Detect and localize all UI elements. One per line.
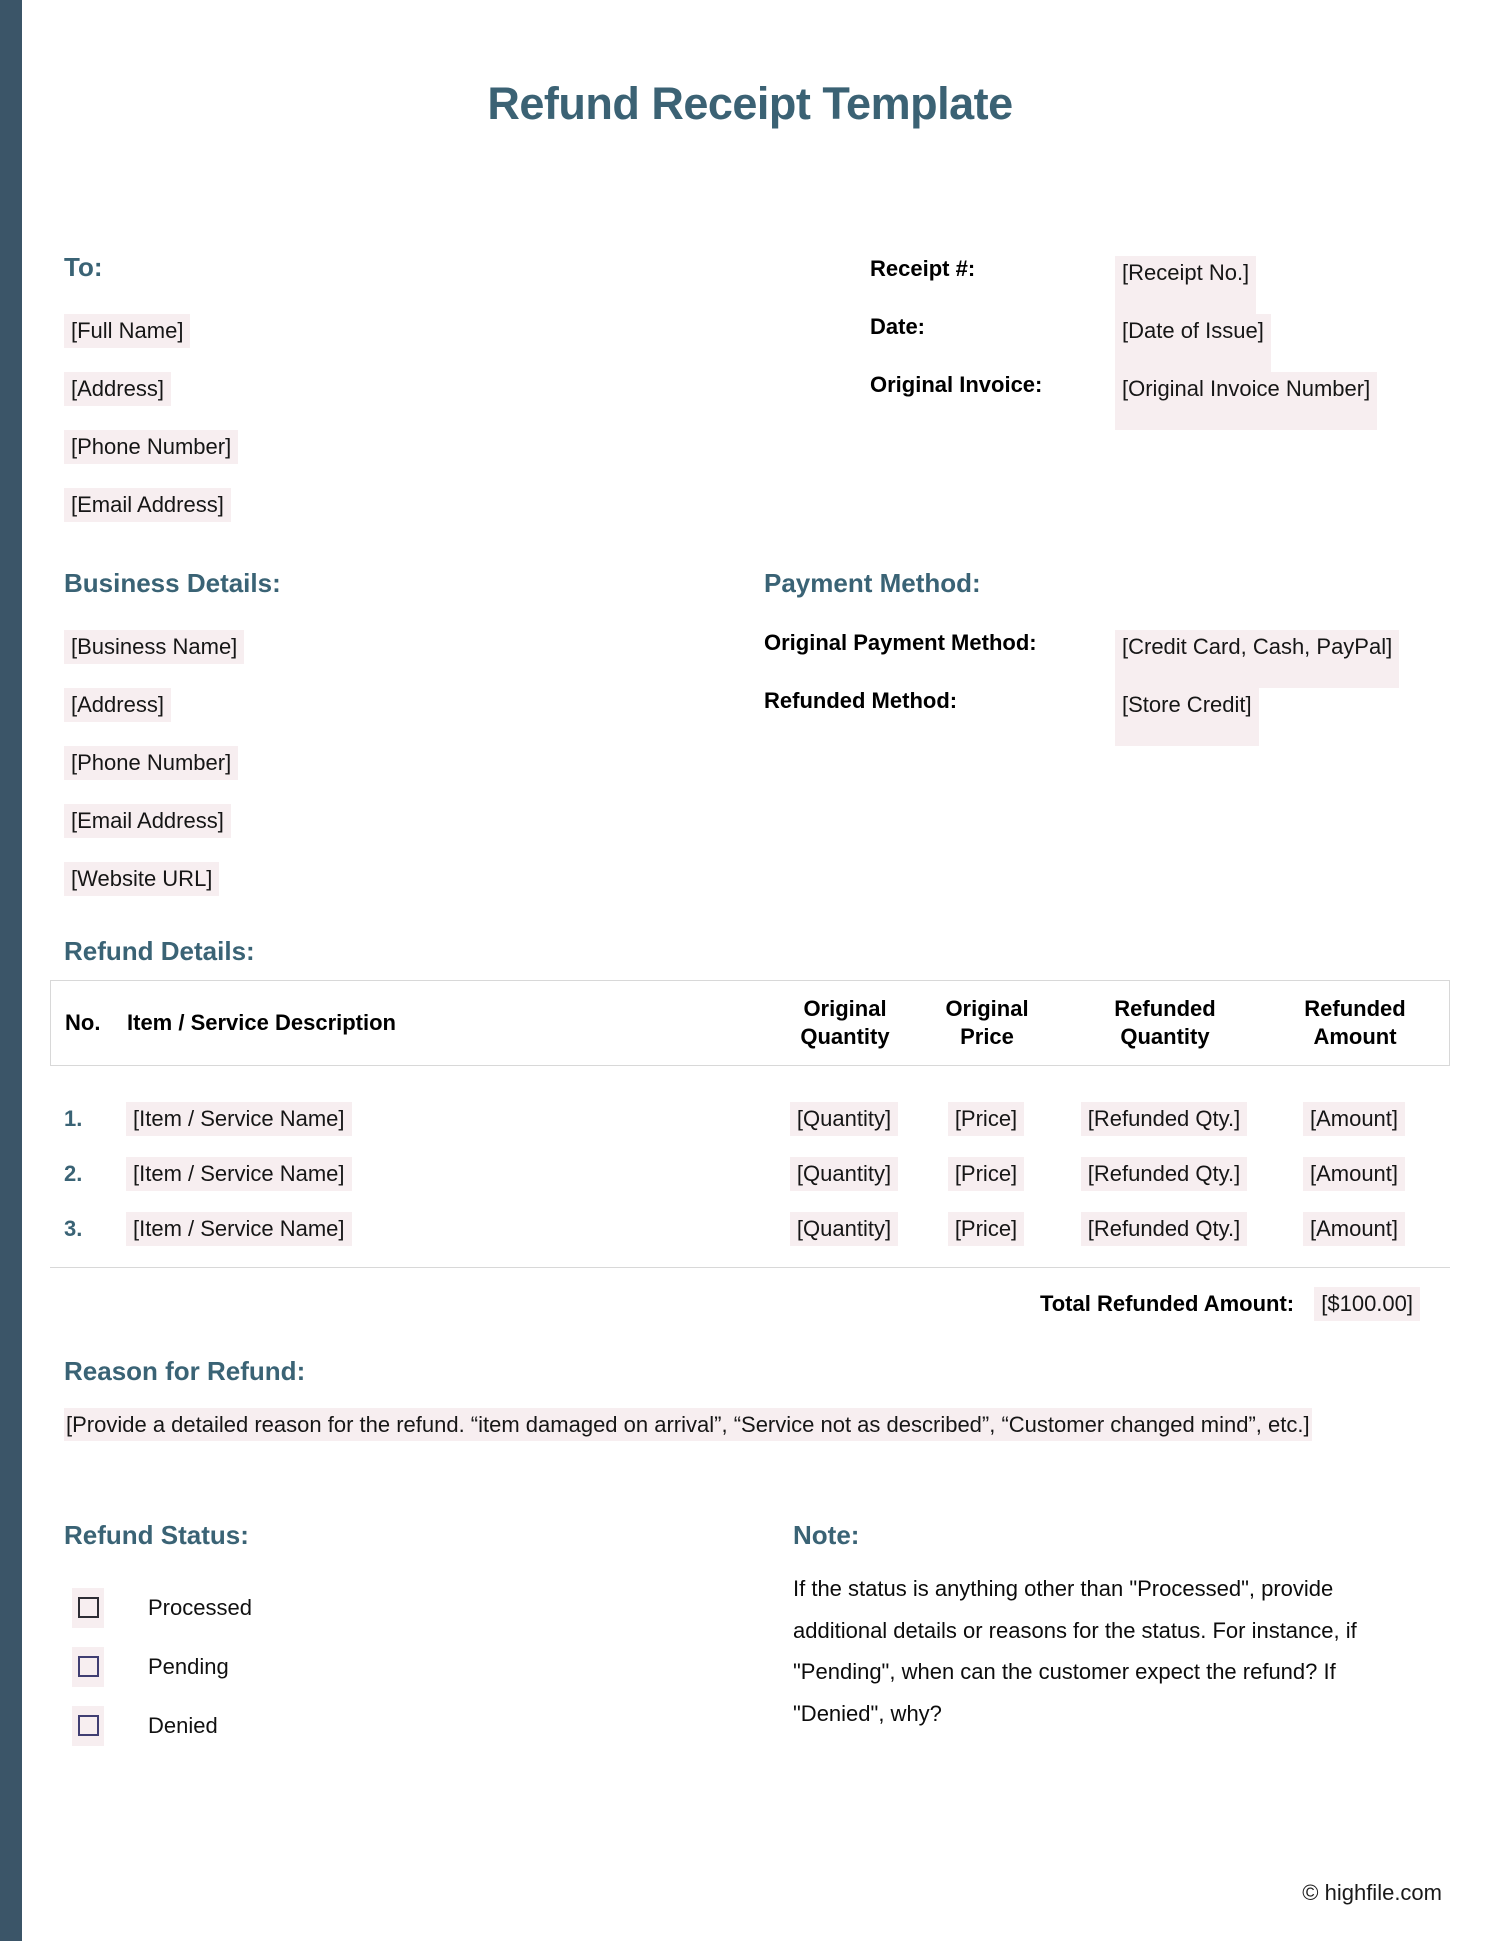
original-price-cell	[922, 1212, 1050, 1246]
field-row	[64, 430, 870, 488]
refund-status-section	[64, 1518, 793, 1755]
col-header-line: Refunded	[1304, 996, 1406, 1021]
col-header-refunded-amount	[1279, 995, 1431, 1051]
original-payment-method-row	[764, 630, 1442, 688]
refunded-method-label: Refunded Method:	[764, 688, 958, 713]
checkbox-label: Processed	[148, 1594, 252, 1620]
field-row	[64, 862, 764, 920]
business-name-placeholder: [Business Name]	[64, 630, 244, 664]
refunded-qty-placeholder: [Refunded Qty.]	[1081, 1102, 1247, 1136]
phone-placeholder: [Phone Number]	[64, 430, 238, 464]
field-row	[64, 688, 764, 746]
refund-status-heading: Refund Status:	[64, 1520, 249, 1550]
refund-details-heading: Refund Details:	[64, 936, 255, 966]
total-amount-placeholder: [$100.00]	[1314, 1287, 1420, 1321]
original-invoice-label: Original Invoice:	[870, 372, 1043, 397]
business-email-placeholder: [Email Address]	[64, 804, 231, 838]
payment-method-heading: Payment Method:	[764, 568, 981, 598]
refunded-quantity-cell	[1050, 1212, 1278, 1246]
full-name-placeholder: [Full Name]	[64, 314, 190, 348]
copyright-footer: © highfile.com	[1302, 1880, 1442, 1905]
checkbox-pending[interactable]	[78, 1656, 99, 1677]
field-row	[64, 630, 764, 688]
email-placeholder: [Email Address]	[64, 488, 231, 522]
col-header-line: Original	[803, 996, 887, 1021]
refunded-qty-placeholder: [Refunded Qty.]	[1081, 1157, 1247, 1191]
date-placeholder: [Date of Issue]	[1115, 314, 1271, 372]
original-quantity-cell	[766, 1212, 922, 1246]
receipt-number-label: Receipt #:	[870, 256, 976, 281]
refunded-quantity-cell	[1050, 1157, 1278, 1191]
checkbox-highlight	[72, 1706, 104, 1746]
checkbox-denied[interactable]	[78, 1715, 99, 1736]
business-address-placeholder: [Address]	[64, 688, 171, 722]
business-phone-placeholder: [Phone Number]	[64, 746, 238, 780]
col-header-line: Quantity	[1120, 1024, 1210, 1049]
quantity-placeholder: [Quantity]	[790, 1157, 898, 1191]
left-accent-bar	[0, 0, 22, 1941]
row-number: 3.	[64, 1216, 83, 1241]
col-header-line: Amount	[1313, 1024, 1397, 1049]
date-label: Date:	[870, 314, 926, 339]
checkbox-highlight	[72, 1647, 104, 1687]
recipient-section	[64, 250, 870, 546]
amount-placeholder: [Amount]	[1303, 1157, 1405, 1191]
col-header-refunded-quantity	[1051, 995, 1279, 1051]
status-option-pending	[64, 1637, 793, 1696]
refund-details-section	[64, 934, 1442, 1321]
price-placeholder: [Price]	[948, 1157, 1024, 1191]
field-row	[64, 804, 764, 862]
reason-text	[64, 1406, 1394, 1443]
quantity-placeholder: [Quantity]	[790, 1102, 898, 1136]
details-section	[64, 566, 1442, 920]
table-header-row	[50, 980, 1450, 1066]
col-header-no: No.	[65, 1010, 101, 1035]
total-row	[50, 1287, 1450, 1321]
original-quantity-cell	[766, 1157, 922, 1191]
table-divider	[50, 1267, 1450, 1268]
quantity-placeholder: [Quantity]	[790, 1212, 898, 1246]
refunded-amount-cell	[1278, 1102, 1430, 1136]
receipt-number-placeholder: [Receipt No.]	[1115, 256, 1256, 314]
price-placeholder: [Price]	[948, 1212, 1024, 1246]
note-text: If the status is anything other than "Processed", provide additional details or reasons for the status. For instance, if "Pending", when can the customer expect the refund? If "Denied", why?	[793, 1576, 1357, 1726]
item-description-cell	[126, 1157, 766, 1191]
item-description-cell	[126, 1102, 766, 1136]
table-row	[50, 1102, 1450, 1157]
to-heading: To:	[64, 252, 103, 282]
checkbox-processed[interactable]	[78, 1597, 99, 1618]
original-invoice-row	[870, 372, 1442, 430]
reason-section	[64, 1354, 1442, 1443]
page-title: Refund Receipt Template	[487, 78, 1013, 129]
refunded-amount-cell	[1278, 1157, 1430, 1191]
col-header-line: Refunded	[1114, 996, 1216, 1021]
item-name-placeholder: [Item / Service Name]	[126, 1102, 352, 1136]
col-header-description: Item / Service Description	[127, 1010, 396, 1035]
col-header-original-price	[923, 995, 1051, 1051]
reason-heading: Reason for Refund:	[64, 1356, 306, 1386]
header-section	[64, 250, 1442, 546]
status-option-processed	[64, 1578, 793, 1637]
refund-details-table	[50, 980, 1450, 1321]
refunded-method-placeholder: [Store Credit]	[1115, 688, 1259, 746]
status-note-section	[64, 1518, 1442, 1755]
note-section	[793, 1518, 1442, 1755]
item-name-placeholder: [Item / Service Name]	[126, 1212, 352, 1246]
receipt-number-row	[870, 256, 1442, 314]
table-row	[50, 1157, 1450, 1212]
col-header-line: Quantity	[800, 1024, 890, 1049]
website-url-placeholder: [Website URL]	[64, 862, 219, 896]
original-payment-method-label: Original Payment Method:	[764, 630, 1037, 655]
table-row	[50, 1212, 1450, 1267]
reason-placeholder: [Provide a detailed reason for the refund. “item damaged on arrival”, “Service not as described”, “Customer changed mind”, etc.]	[64, 1408, 1312, 1441]
refunded-method-row	[764, 688, 1442, 746]
total-refunded-label: Total Refunded Amount:	[1039, 1291, 1295, 1316]
refunded-quantity-cell	[1050, 1102, 1278, 1136]
item-name-placeholder: [Item / Service Name]	[126, 1157, 352, 1191]
field-row	[64, 746, 764, 804]
row-number: 1.	[64, 1106, 83, 1131]
payment-method-section	[764, 566, 1442, 920]
col-header-line: Original	[945, 996, 1029, 1021]
field-row	[64, 314, 870, 372]
business-details-heading: Business Details:	[64, 568, 281, 598]
refunded-amount-cell	[1278, 1212, 1430, 1246]
amount-placeholder: [Amount]	[1303, 1102, 1405, 1136]
note-heading: Note:	[793, 1520, 860, 1550]
refunded-qty-placeholder: [Refunded Qty.]	[1081, 1212, 1247, 1246]
status-option-denied	[64, 1696, 793, 1755]
checkbox-label: Denied	[148, 1712, 218, 1738]
row-number: 2.	[64, 1161, 83, 1186]
original-payment-method-placeholder: [Credit Card, Cash, PayPal]	[1115, 630, 1399, 688]
field-row	[64, 372, 870, 430]
item-description-cell	[126, 1212, 766, 1246]
original-quantity-cell	[766, 1102, 922, 1136]
original-invoice-placeholder: [Original Invoice Number]	[1115, 372, 1377, 430]
business-details-section	[64, 566, 764, 920]
amount-placeholder: [Amount]	[1303, 1212, 1405, 1246]
price-placeholder: [Price]	[948, 1102, 1024, 1136]
col-header-line: Price	[960, 1024, 1014, 1049]
original-price-cell	[922, 1102, 1050, 1136]
col-header-original-quantity	[767, 995, 923, 1051]
field-row	[64, 488, 870, 546]
receipt-info-section	[870, 250, 1442, 546]
address-placeholder: [Address]	[64, 372, 171, 406]
original-price-cell	[922, 1157, 1050, 1191]
checkbox-label: Pending	[148, 1653, 229, 1679]
table-body	[50, 1102, 1450, 1267]
checkbox-highlight	[72, 1588, 104, 1628]
date-row	[870, 314, 1442, 372]
